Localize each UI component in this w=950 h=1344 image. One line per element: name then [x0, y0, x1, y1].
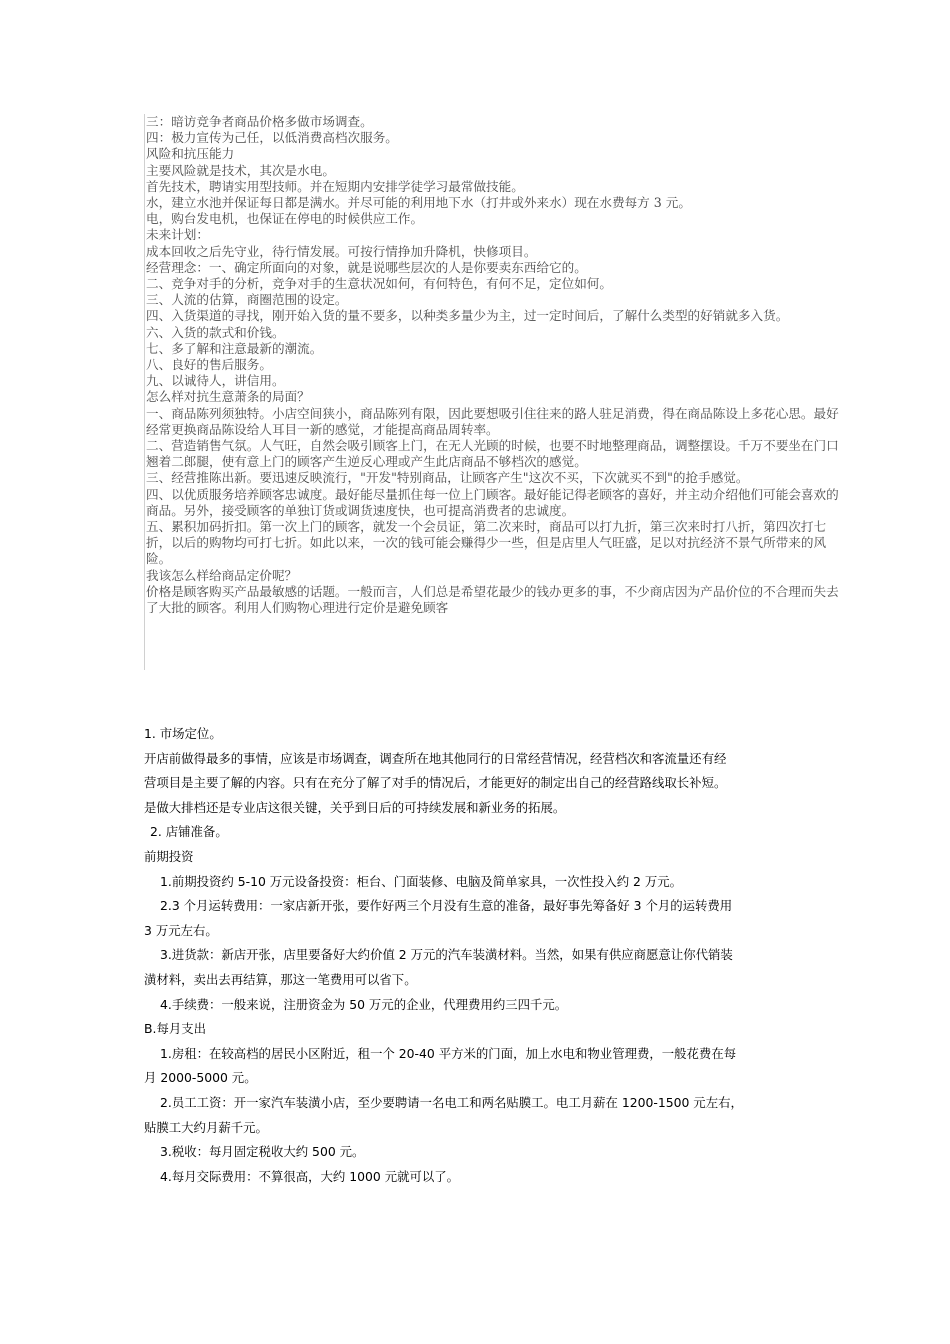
subheading: B.每月支出 — [144, 1021, 207, 1037]
text-line: 我该怎么样给商品定价呢？ — [146, 567, 298, 583]
text-line: 主要风险就是技术，其次是水电。 — [146, 162, 335, 178]
section-heading: 2. 店铺准备。 — [150, 824, 228, 840]
text-line: 贴膜工大约月薪千元。 — [144, 1119, 268, 1135]
text-paragraph: 一、商品陈列须独特。小店空间狭小，商品陈列有限，因此要想吸引住往来的路人驻足消费，得在商品陈设上多花心思。最好经常更换商品陈设给人耳目一新的感觉，才能提高商品周转率。 — [146, 405, 839, 437]
list-item: 4.手续费：一般来说，注册资金为 50 万元的企业，代理费用约三四千元。 — [160, 996, 568, 1012]
list-item: 3.税收：每月固定税收大约 500 元。 — [160, 1144, 365, 1160]
document-section-shop-setup — [144, 722, 809, 1189]
text-line: 潢材料，卖出去再结算，那这一笔费用可以省下。 — [144, 971, 417, 987]
text-line: 三、经营推陈出新。要迅速反映流行，"开发"特别商品，让顾客产生"这次不买，下次就买不到"的抢手感觉。 — [146, 470, 749, 486]
text-line: 怎么样对抗生意萧条的局面？ — [146, 389, 310, 405]
text-paragraph: 四、以优质服务培养顾客忠诚度。最好能尽量抓住每一位上门顾客。最好能记得老顾客的喜好，并主动介绍他们可能会喜欢的商品。另外，接受顾客的单独订货或调货速度快，也可提高消费者的忠诚度。 — [146, 486, 839, 518]
list-item: 2.3 个月运转费用：一家店新开张，要作好两三个月没有生意的准备，最好事先筹备好 3 个月的运转费用 — [160, 898, 733, 914]
list-item: 1.房租：在较高档的居民小区附近，租一个 20-40 平方米的门面，加上水电和物业管理费，一般花费在每 — [160, 1045, 737, 1061]
text-line: 未来计划： — [146, 227, 209, 243]
text-line: 3 万元左右。 — [144, 922, 218, 938]
text-paragraph: 二、营造销售气氛。人气旺，自然会吸引顾客上门，在无人光顾的时候，也要不时地整理商品，调整摆设。千万不要坐在门口翘着二郎腿，使有意上门的顾客产生逆反心理或产生此店商品不够档次的感觉。 — [146, 438, 839, 470]
text-line: 是做大排档还是专业店这很关键，关乎到日后的可持续发展和新业务的拓展。 — [144, 799, 566, 815]
list-item: 1.前期投资约 5-10 万元设备投资：柜台、门面装修、电脑及简单家具，一次性投入约 2 万元。 — [160, 873, 683, 889]
left-border-line — [144, 114, 145, 670]
text-paragraph: 四、入货渠道的寻找，刚开始入货的量不要多，以种类多量少为主，过一定时间后，了解什么类型的好销就多入货。 — [146, 308, 789, 324]
text-paragraph: 价格是顾客购买产品最敏感的话题。一般而言，人们总是希望花最少的钱办更多的事，不少商店因为产品价位的不合理而失去了大批的顾客。利用人们购物心理进行定价是避免顾客 — [146, 583, 839, 616]
text-paragraph: 五、累积加码折扣。第一次上门的顾客，就发一个会员证，第二次来时，商品可以打九折，第三次来时打八折，第四次打七折，以后的购物均可打七折。如此以来，一次的钱可能会赚得少一些，但是店里人气旺盛，足以对抗经济不景气所带来的风险。 — [146, 519, 827, 567]
text-line: 经营理念：一、确定所面向的对象，就是说哪些层次的人是你要卖东西给它的。 — [146, 259, 587, 275]
text-line: 四：极力宣传为己任，以低消费高档次服务。 — [146, 130, 398, 146]
text-line: 九、以诚待人，讲信用。 — [146, 373, 285, 389]
subheading: 前期投资 — [144, 848, 194, 864]
text-line: 二、竞争对手的分析，竞争对手的生意状况如何，有何特色，有何不足，定位如何。 — [146, 276, 612, 292]
list-item: 2.员工工资：开一家汽车装潢小店，至少要聘请一名电工和两名贴膜工。电工月薪在 1200-1500 元左右， — [160, 1094, 743, 1110]
list-item: 4.每月交际费用：不算很高，大约 1000 元就可以了。 — [160, 1168, 460, 1184]
text-line: 七、多了解和注意最新的潮流。 — [146, 340, 323, 356]
text-line: 水，建立水池并保证每日都是满水。并尽可能的利用地下水（打井或外来水）现在水费每方 3 元。 — [146, 195, 691, 211]
document-section-business-plan — [144, 114, 844, 616]
text-line: 风险和抗压能力 — [146, 146, 235, 162]
text-line: 开店前做得最多的事情，应该是市场调查，调查所在地其他同行的日常经营情况，经营档次和客流量还有经 — [144, 750, 727, 766]
text-line: 六、入货的款式和价钱。 — [146, 324, 285, 340]
text-line: 电，购台发电机，也保证在停电的时候供应工作。 — [146, 211, 424, 227]
list-item: 3.进货款：新店开张，店里要备好大约价值 2 万元的汽车装潢材料。当然，如果有供应商愿意让你代销装 — [160, 947, 733, 963]
text-line: 成本回收之后先守业，待行情发展。可按行情挣加升降机，快修项目。 — [146, 243, 537, 259]
text-line: 营项目是主要了解的内容。只有在充分了解了对手的情况后，才能更好的制定出自己的经营路线取长补短。 — [144, 775, 727, 791]
text-line: 三：暗访竞争者商品价格多做市场调查。 — [146, 114, 373, 129]
text-line: 首先技术，聘请实用型技师。并在短期内安排学徒学习最常做技能。 — [146, 178, 524, 194]
text-line: 三、人流的估算，商圈范围的设定。 — [146, 292, 348, 308]
text-line: 八、良好的售后服务。 — [146, 357, 272, 373]
section-heading: 1. 市场定位。 — [144, 726, 222, 741]
text-line: 月 2000-5000 元。 — [144, 1070, 257, 1086]
